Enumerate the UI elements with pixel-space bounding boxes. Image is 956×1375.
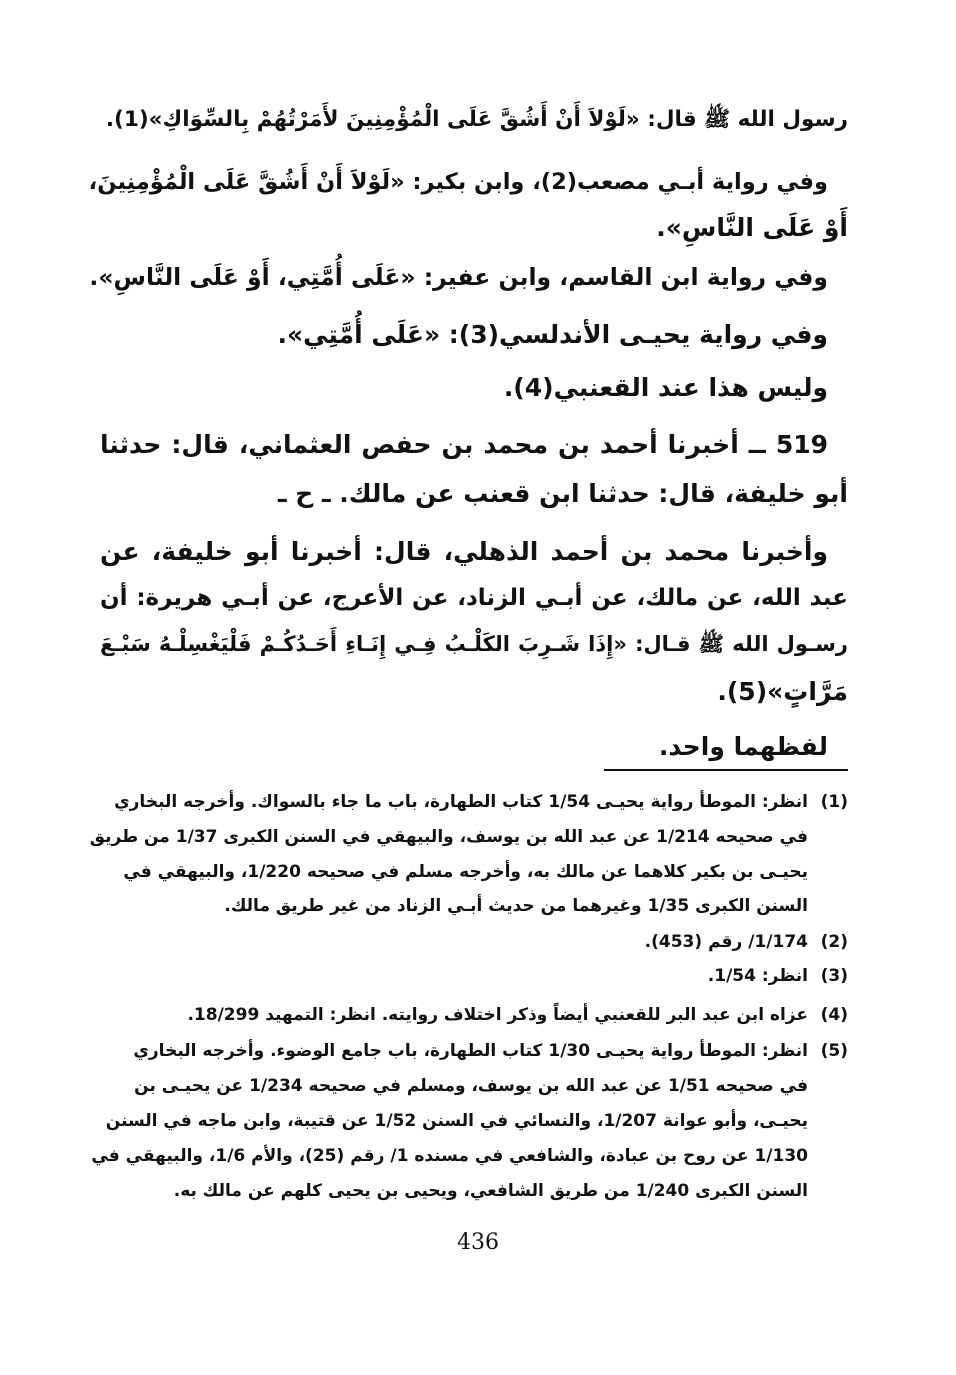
footnote bbox=[100, 788, 848, 817]
text-line: مَرَّاتٍ»(5). bbox=[717, 677, 848, 706]
footnote-number: (2) bbox=[820, 932, 848, 952]
footnote bbox=[100, 1037, 848, 1066]
footnote bbox=[100, 1001, 848, 1030]
footnote-text: يحيـى بن بكير كلاهما عن مالك به، وأخرجه مسلم في صحيحه 1/220، والبيهقي في bbox=[123, 862, 808, 882]
text-line: وأخبرنا محمد بن أحمد الذهلي، قال: أخبرنا أبو خليفة، عن bbox=[100, 537, 828, 566]
text-line: وفي رواية أبـي مصعب(2)، وابن بكير: «لَوْلاَ أَنْ أَشُقَّ عَلَى الْمُؤْمِنِينَ، bbox=[88, 169, 828, 195]
footnote-text: انظر: 1/54. bbox=[707, 966, 808, 986]
footnote-text: في صحيحه 1/51 عن عبد الله بن يوسف، ومسلم في صحيحه 1/234 عن يحيـى بن bbox=[134, 1076, 808, 1096]
text-line: وفي رواية يحيـى الأندلسي(3): «عَلَى أُمَّتِي». bbox=[277, 320, 828, 349]
footnote-text: 1/174/ رقم (453). bbox=[644, 932, 808, 952]
text-line: رسول الله ﷺ قال: «لَوْلاَ أَنْ أَشُقَّ عَلَى الْمُؤْمِنِينَ لأَمَرْتُهُمْ بِالسِّوَاكِ»(1). bbox=[105, 107, 848, 132]
footnote-text: السنن الكبرى 1/240 من طريق الشافعي، ويحيى بن يحيى كلهم عن مالك به. bbox=[173, 1181, 808, 1201]
footnote-number: (4) bbox=[820, 1005, 848, 1025]
footnote-text: انظر: الموطأ رواية يحيـى 1/54 كتاب الطهارة، باب ما جاء بالسواك. وأخرجه البخاري bbox=[114, 792, 808, 812]
text-line: أبو خليفة، قال: حدثنا ابن قعنب عن مالك. ـ ح ـ bbox=[278, 479, 848, 508]
footnote-text: انظر: الموطأ رواية يحيـى 1/30 كتاب الطهارة، باب جامع الوضوء. وأخرجه البخاري bbox=[133, 1041, 808, 1061]
footnote bbox=[100, 928, 848, 957]
text-line: رسـول الله ﷺ قـال: «إِذَا شَـرِبَ الكَلْـبُ فِـي إِنَـاءِ أَحَـدُكُـمْ فَلْيَغْسِلْـهُ سَبْـعَ bbox=[100, 632, 848, 656]
footnote-text: 1/130 عن روح بن عبادة، والشافعي في مسنده 1/ رقم (25)، والأم 1/6، والبيهقي في bbox=[91, 1146, 808, 1166]
footnote-number: (1) bbox=[820, 792, 848, 812]
footnote-number: (5) bbox=[820, 1041, 848, 1061]
footnote-text: السنن الكبرى 1/35 وغيرهما من حديث أبـي الزناد من غير طريق مالك. bbox=[224, 896, 808, 916]
text-line: وليس هذا عند القعنبي(4). bbox=[503, 373, 828, 402]
footnote-separator bbox=[604, 769, 848, 771]
footnote bbox=[100, 962, 848, 991]
text-line: لفظهما واحد. bbox=[658, 732, 828, 761]
footnote-number: (3) bbox=[820, 966, 848, 986]
text-line: عبد الله، عن مالك، عن أبـي الزناد، عن الأعرج، عن أبـي هريرة: أن bbox=[100, 585, 848, 611]
footnote-text: عزاه ابن عبد البر للقعنبي أيضاً وذكر اختلاف روايته. انظر: التمهيد 18/299. bbox=[187, 1005, 808, 1025]
text-line: 519 ــ أخبرنا أحمد بن محمد بن حفص العثماني، قال: حدثنا bbox=[100, 430, 828, 459]
text-line: وفي رواية ابن القاسم، وابن عفير: «عَلَى أُمَّتِي، أَوْ عَلَى النَّاسِ». bbox=[89, 263, 828, 291]
page-number: 436 bbox=[457, 1230, 499, 1255]
text-line: أَوْ عَلَى النَّاسِ». bbox=[656, 213, 848, 242]
footnote-text: في صحيحه 1/214 عن عبد الله بن يوسف، والبيهقي في السنن الكبرى 1/37 من طريق bbox=[89, 827, 808, 847]
footnote-text: يحيـى، وأبو عوانة 1/207، والنسائي في السنن 1/52 عن قتيبة، وابن ماجه في السنن bbox=[105, 1111, 808, 1131]
